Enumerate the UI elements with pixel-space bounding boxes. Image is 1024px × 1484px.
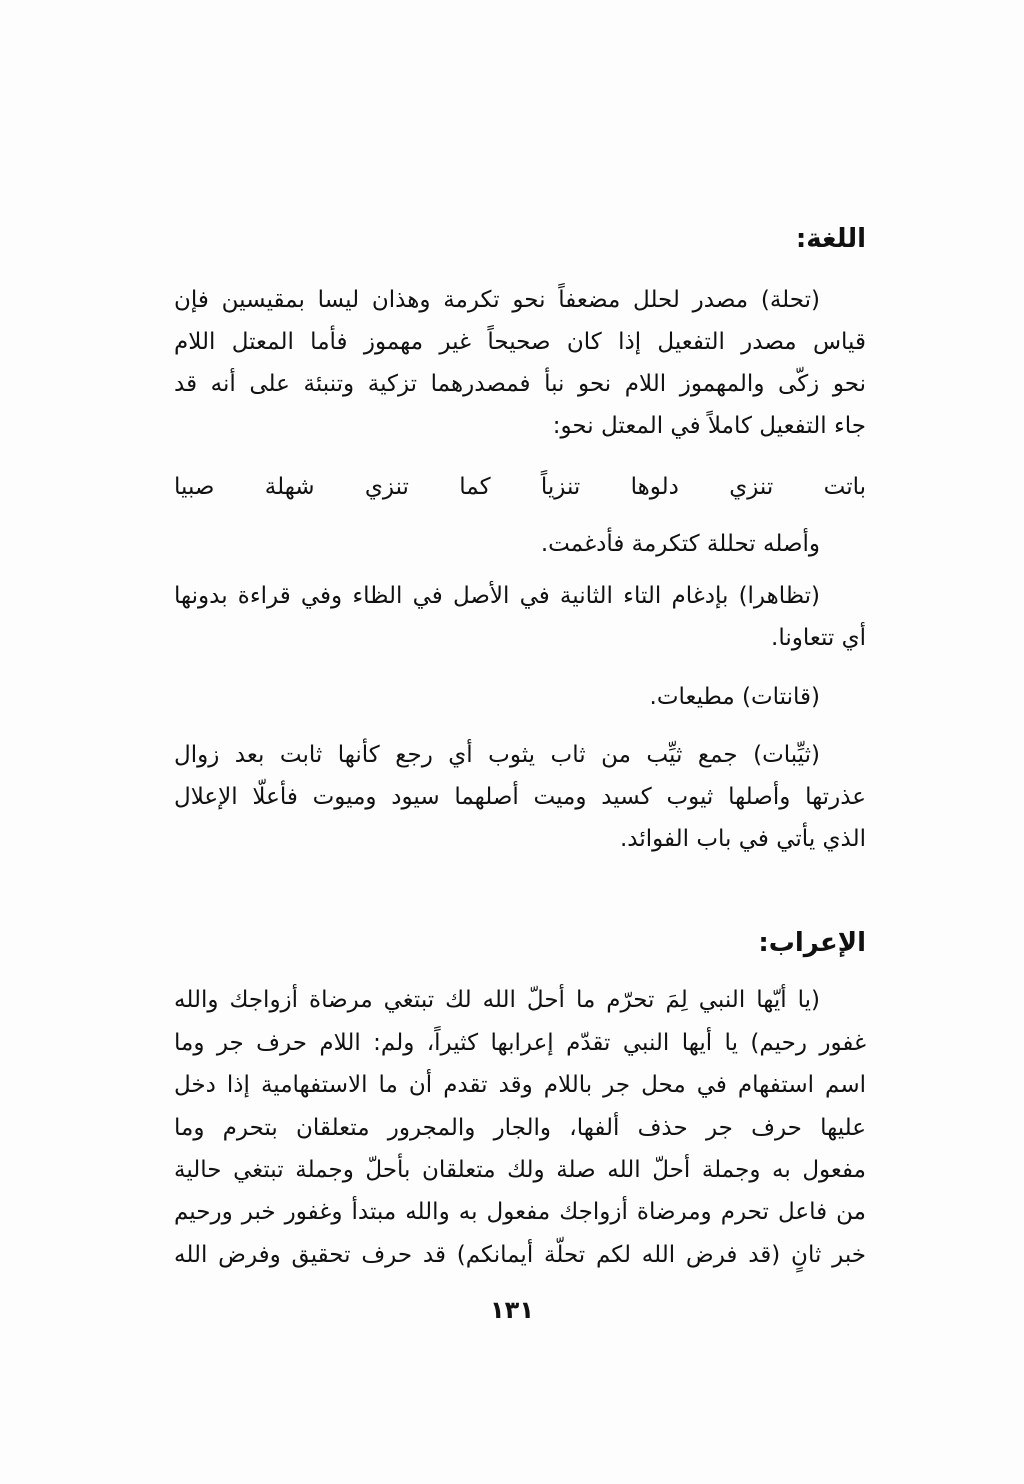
text-line: جاء التفعيل كاملاً في المعتل نحو:	[552, 413, 866, 439]
page-number: ١٣١	[490, 1296, 534, 1324]
text-line: قياس مصدر التفعيل إذا كان صحيحاً غير مهموز فأما المعتل اللام	[174, 329, 866, 355]
text-line: نحو زكّى والمهموز اللام نحو نبأ فمصدرهما تزكية وتنبئة على أنه قد	[174, 371, 866, 397]
text-line: (تحلة) مصدر لحلل مضعفاً نحو تكرمة وهذان ليسا بمقيسين فإن	[174, 287, 820, 313]
text-line: غفور رحيم) يا أيها النبي تقدّم إعرابها كثيراً، ولم: اللام حرف جر وما	[174, 1030, 866, 1056]
text-line: الذي يأتي في باب الفوائد.	[619, 826, 866, 852]
text-line: (يا أيّها النبي لِمَ تحرّم ما أحلّ الله لك تبتغي مرضاة أزواجك والله	[174, 987, 820, 1013]
text-line: اسم استفهام في محل جر باللام وقد تقدم أن ما الاستفهامية إذا دخل	[174, 1072, 866, 1098]
text-line: (تظاهرا) بإدغام التاء الثانية في الأصل في الظاء وفي قراءة بدونها	[174, 583, 820, 609]
text-line: أي تتعاونا.	[771, 625, 866, 651]
text-line: وأصله تحللة كتكرمة فأدغمت.	[540, 531, 820, 557]
text-line: (قانتات) مطيعات.	[649, 684, 820, 710]
text-line: (ثيِّبات) جمع ثيِّب من ثاب يثوب أي رجع كأنها ثابت بعد زوال	[174, 742, 820, 768]
section-heading-lugha: اللغة:	[795, 224, 866, 254]
text-line: عليها حرف جر حذف ألفها، والجار والمجرور متعلقان بتحرم وما	[174, 1115, 866, 1141]
text-line: مفعول به وجملة أحلّ الله صلة ولك متعلقان بأحلّ وجملة تبتغي حالية	[174, 1157, 866, 1183]
text-line: عذرتها وأصلها ثيوب كسيد وميت أصلهما سيود وميوت فأعلّا الإعلال	[174, 784, 866, 810]
text-line: من فاعل تحرم ومرضاة أزواجك مفعول به والله مبتدأ وغفور خبر ورحيم	[174, 1199, 866, 1225]
poetry-verse: باتت تنزي دلوها تنزياً كما تنزي شهلة صبيا	[174, 474, 866, 500]
section-heading-irab: الإعراب:	[758, 928, 866, 958]
text-line: خبر ثانٍ (قد فرض الله لكم تحلّة أيمانكم) قد حرف تحقيق وفرض الله	[174, 1242, 866, 1268]
